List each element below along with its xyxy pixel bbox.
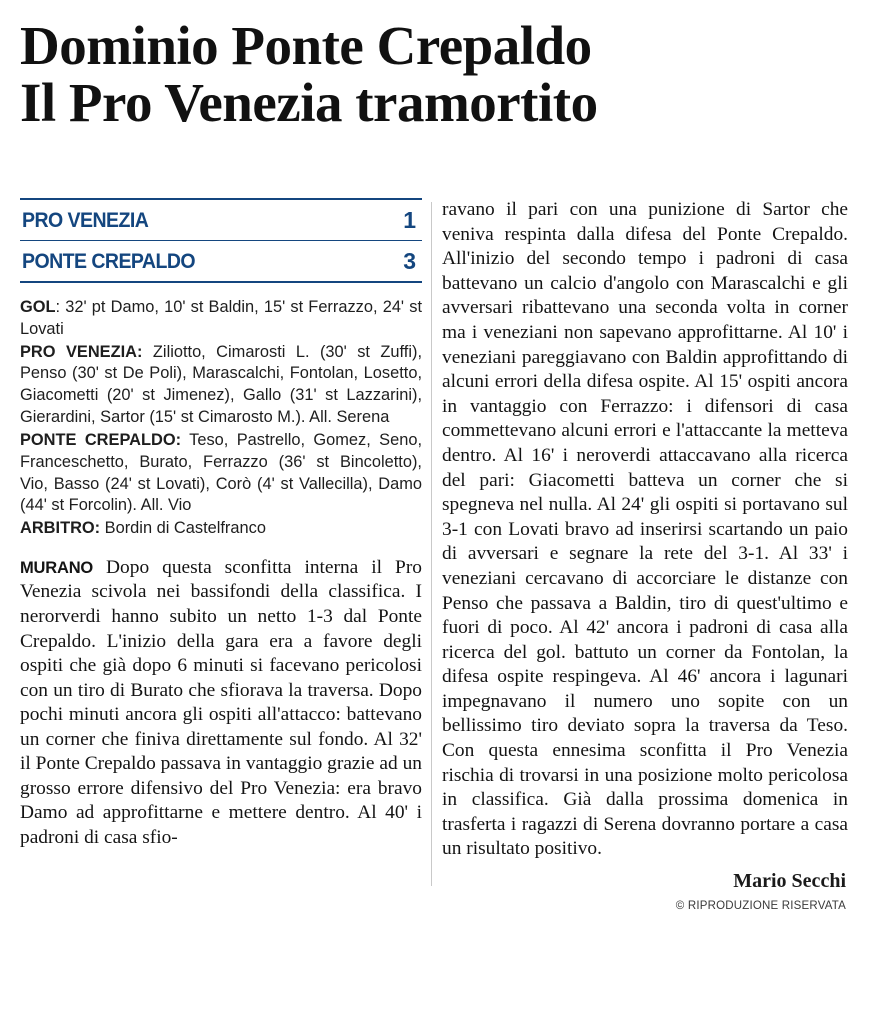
right-column [442, 198, 848, 912]
headline-line-2: Il Pro Venezia tramortito [20, 71, 598, 133]
team2-lineup [20, 430, 422, 517]
page-title [18, 15, 854, 133]
team2-players: Teso, Pastrello, Gomez, Seno, Franceschetto, Burato, Ferrazzo (36' st Bincoletto), Vio, Basso (24' st Lovati), Corò (4' st Vallecilla), Damo (44' st Forcolin). All. Vio [20, 430, 422, 515]
goals-label: GOL [20, 298, 56, 316]
article-left-text: Dopo questa sconfitta interna il Pro Venezia scivola nei bassifondi della classifica. I nerorverdi hanno subito un netto 1-3 dal Ponte Crepaldo. L'inizio della gara era a favore degli ospiti che già dopo 6 minuti si facevano pericolosi con un tiro di Burato che sfiorava la traversa. Dopo pochi minuti ancora gli ospiti all'attacco: battevano un corner che finiva direttamente sul fondo. Al 32' il Ponte Crepaldo passava in vantaggio grazie ad un grosso errore difensivo del Pro Venezia: era bravo Damo ad approfittarne e mettere dentro. Al 40' i padroni di casa sfio- [20, 556, 422, 848]
article-right-text: ravano il pari con una punizione di Sartor che veniva respinta dalla difesa del Ponte Crepaldo. All'inizio del secondo tempo i padroni di casa battevano un calcio d'angolo con Marascalchi e gli avversari ribattevano una seconda volta in corner ma i veneziani non sapevano approfittarne. Al 10' i veneziani pareggiavano con Baldin approfittando di alcuni errori della difesa ospite. Al 15' ospiti ancora in vantaggio con Ferrazzo: i difensori di casa commettevano alcuni errori e l'attaccante la metteva dentro. Al 16' i neroverdi attaccavano alla ricerca del pari: Giacometti batteva un corner che si spegneva nel nulla. Al 24' gli ospiti si portavano sul 3-1 con Lovati bravo ad inserirsi scartando un paio di avversari e segnare la rete del 3-1. Al 33' i veneziani cercavano di accorciare le distanze con Penso che passava a Baldin, tiro di quest'ultimo e fuori di poco. Al 42' ancora i padroni di casa alla ricerca del gol. battuto un corner da Fontolan, la difesa ospite respingeva. Al 46' ancora i lagunari impegnavano il numero uno sopite con un bellissimo tiro deviato sopra la traversa da Teso. Con questa ennesima sconfitta il Pro Venezia rischia di trovarsi in una posizione molto pericolosa in classifica. Già dalla prossima domenica in trasferta i ragazzi di Serena dovranno portare a casa un risultato positivo. [442, 199, 848, 860]
byline: Mario Secchi [733, 870, 846, 893]
goals-line [20, 297, 422, 341]
article-body-left [20, 556, 422, 851]
headline-line-1: Dominio Ponte Crepaldo [20, 15, 592, 76]
score-team-name: PONTE CREPALDO [22, 249, 196, 273]
team1-label: PRO VENEZIA: [20, 342, 143, 361]
score-row [20, 240, 422, 281]
scorebox [20, 198, 422, 283]
score-team-goals: 1 [403, 207, 416, 233]
score-team-goals: 3 [403, 248, 416, 274]
copyright-notice: © RIPRODUZIONE RISERVATA [675, 900, 846, 913]
goals-text: : 32' pt Damo, 10' st Baldin, 15' st Ferrazzo, 24' st Lovati [20, 298, 422, 338]
team1-players: Ziliotto, Cimarosti L. (30' st Zuffi), Penso (30' st De Poli), Marascalchi, Fontolan, Losetto, Giacometti (20' st Jimenez), Gallo (31' st Lazzarini), Gierardini, Sartor (15' st Cimarosto M.). All. Serena [20, 342, 422, 427]
article-body-right [442, 198, 848, 862]
referee-label: ARBITRO: [20, 519, 101, 538]
article-page [18, 0, 854, 1024]
referee-name: Bordin di Castelfranco [100, 519, 266, 538]
article-first-paragraph [20, 556, 422, 851]
referee-line [20, 518, 422, 540]
lineups-block [20, 297, 422, 540]
score-row [20, 200, 422, 240]
dateline: MURANO [20, 558, 94, 577]
article-columns [20, 198, 854, 912]
score-team-name: PRO VENEZIA [22, 208, 149, 232]
left-column [20, 198, 422, 912]
team2-label: PONTE CREPALDO: [20, 430, 182, 449]
team1-lineup [20, 342, 422, 429]
